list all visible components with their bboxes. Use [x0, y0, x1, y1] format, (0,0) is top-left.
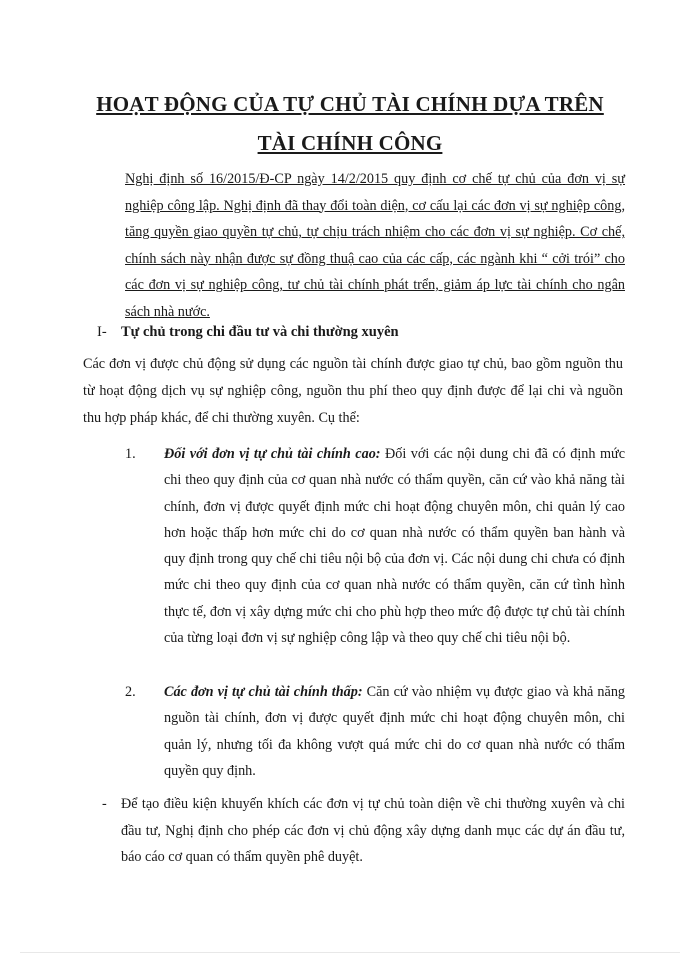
section-heading [97, 324, 399, 341]
list-item [125, 679, 625, 784]
section-number: I- [97, 324, 107, 340]
list-item-text: Căn cứ vào nhiệm vụ được giao và khả năng nguồn tài chính, đơn vị được quyết định mức chi hoạt động chuyên môn, chi quản lý, nhưng tối đa không vượt quá mức chi do cơ quan nhà nước có thẩm quyền quy định. [164, 684, 626, 779]
list-item-text: Đối với các nội dung chi đã có định mức chi theo quy định của cơ quan nhà nước có thẩm quyền, căn cứ vào khả năng tài chính, đơn vị được quyết định mức chi hoạt động chuyên môn, chi quản lý cao hơn hoặc thấp hơn mức chi do cơ quan nhà nước có thẩm quyền ban hành và quy định trong quy chế chi tiêu nội bộ của đơn vị. Các nội dung chi chưa có định mức chi theo quy định của cơ quan nhà nước có thẩm quyền, căn cứ tình hình thực tế, đơn vị xây dựng mức chi cho phù hợp theo mức độ được tự chủ tài chính của từng loại đơn vị sự nghiệp công lập và theo quy chế chi tiêu nội bộ. [164, 446, 625, 647]
document-title-line-1: HOẠT ĐỘNG CỦA TỰ CHỦ TÀI CHÍNH DỰA TRÊN [96, 92, 604, 116]
dash-bullet-text: Để tạo điều kiện khuyến khích các đơn vị tự chủ toàn diện về chi thường xuyên và chi đầu tư, Nghị định cho phép các đơn vị chủ động xây dựng danh mục các dự án đầu tư, báo cáo cơ quan có thẩm quyền phê duyệt. [121, 796, 625, 865]
document-title-line-2: TÀI CHÍNH CÔNG [257, 131, 443, 155]
list-item-lead: Các đơn vị tự chủ tài chính thấp: [164, 684, 363, 700]
dash-bullet-item [102, 791, 625, 871]
list-item-lead: Đối với đơn vị tự chủ tài chính cao: [164, 446, 381, 462]
intro-paragraph: Nghị định số 16/2015/Đ-CP ngày 14/2/2015 quy định cơ chế tự chủ của đơn vị sự nghiệp công lập. Nghị định đã thay đổi toàn diện, cơ cấu lại các đơn vị sự nghiệp công, tăng quyền giao quyền tự chủ, tự chịu trách nhiệm cho các đơn vị sự nghiệp. Cơ chế, chính sách này nhận được sự đồng thuậ cao của các cấp, các ngành khi “ cởi trói” cho các đơn vị sự nghiệp công, tư chủ tài chính phát trển, giảm áp lực tài chính cho ngân sách nhà nước. [125, 171, 625, 320]
list-item [125, 441, 625, 651]
list-item-body [164, 441, 625, 651]
list-item-number: 1. [125, 446, 136, 462]
list-item-number: 2. [125, 684, 136, 700]
body-paragraph: Các đơn vị được chủ động sử dụng các nguồn tài chính được giao tự chủ, bao gồm nguồn thu từ hoạt động dịch vụ sự nghiệp công, nguồn thu phí theo quy định được để lại chi và nguồn thu hợp pháp khác, để chi thường xuyên. Cụ thể: [83, 356, 623, 426]
page-bottom-divider [20, 952, 680, 953]
section-title: Tự chủ trong chi đầu tư và chi thường xuyên [121, 324, 399, 340]
list-item-body [164, 679, 625, 784]
dash-bullet-mark: - [102, 796, 107, 812]
